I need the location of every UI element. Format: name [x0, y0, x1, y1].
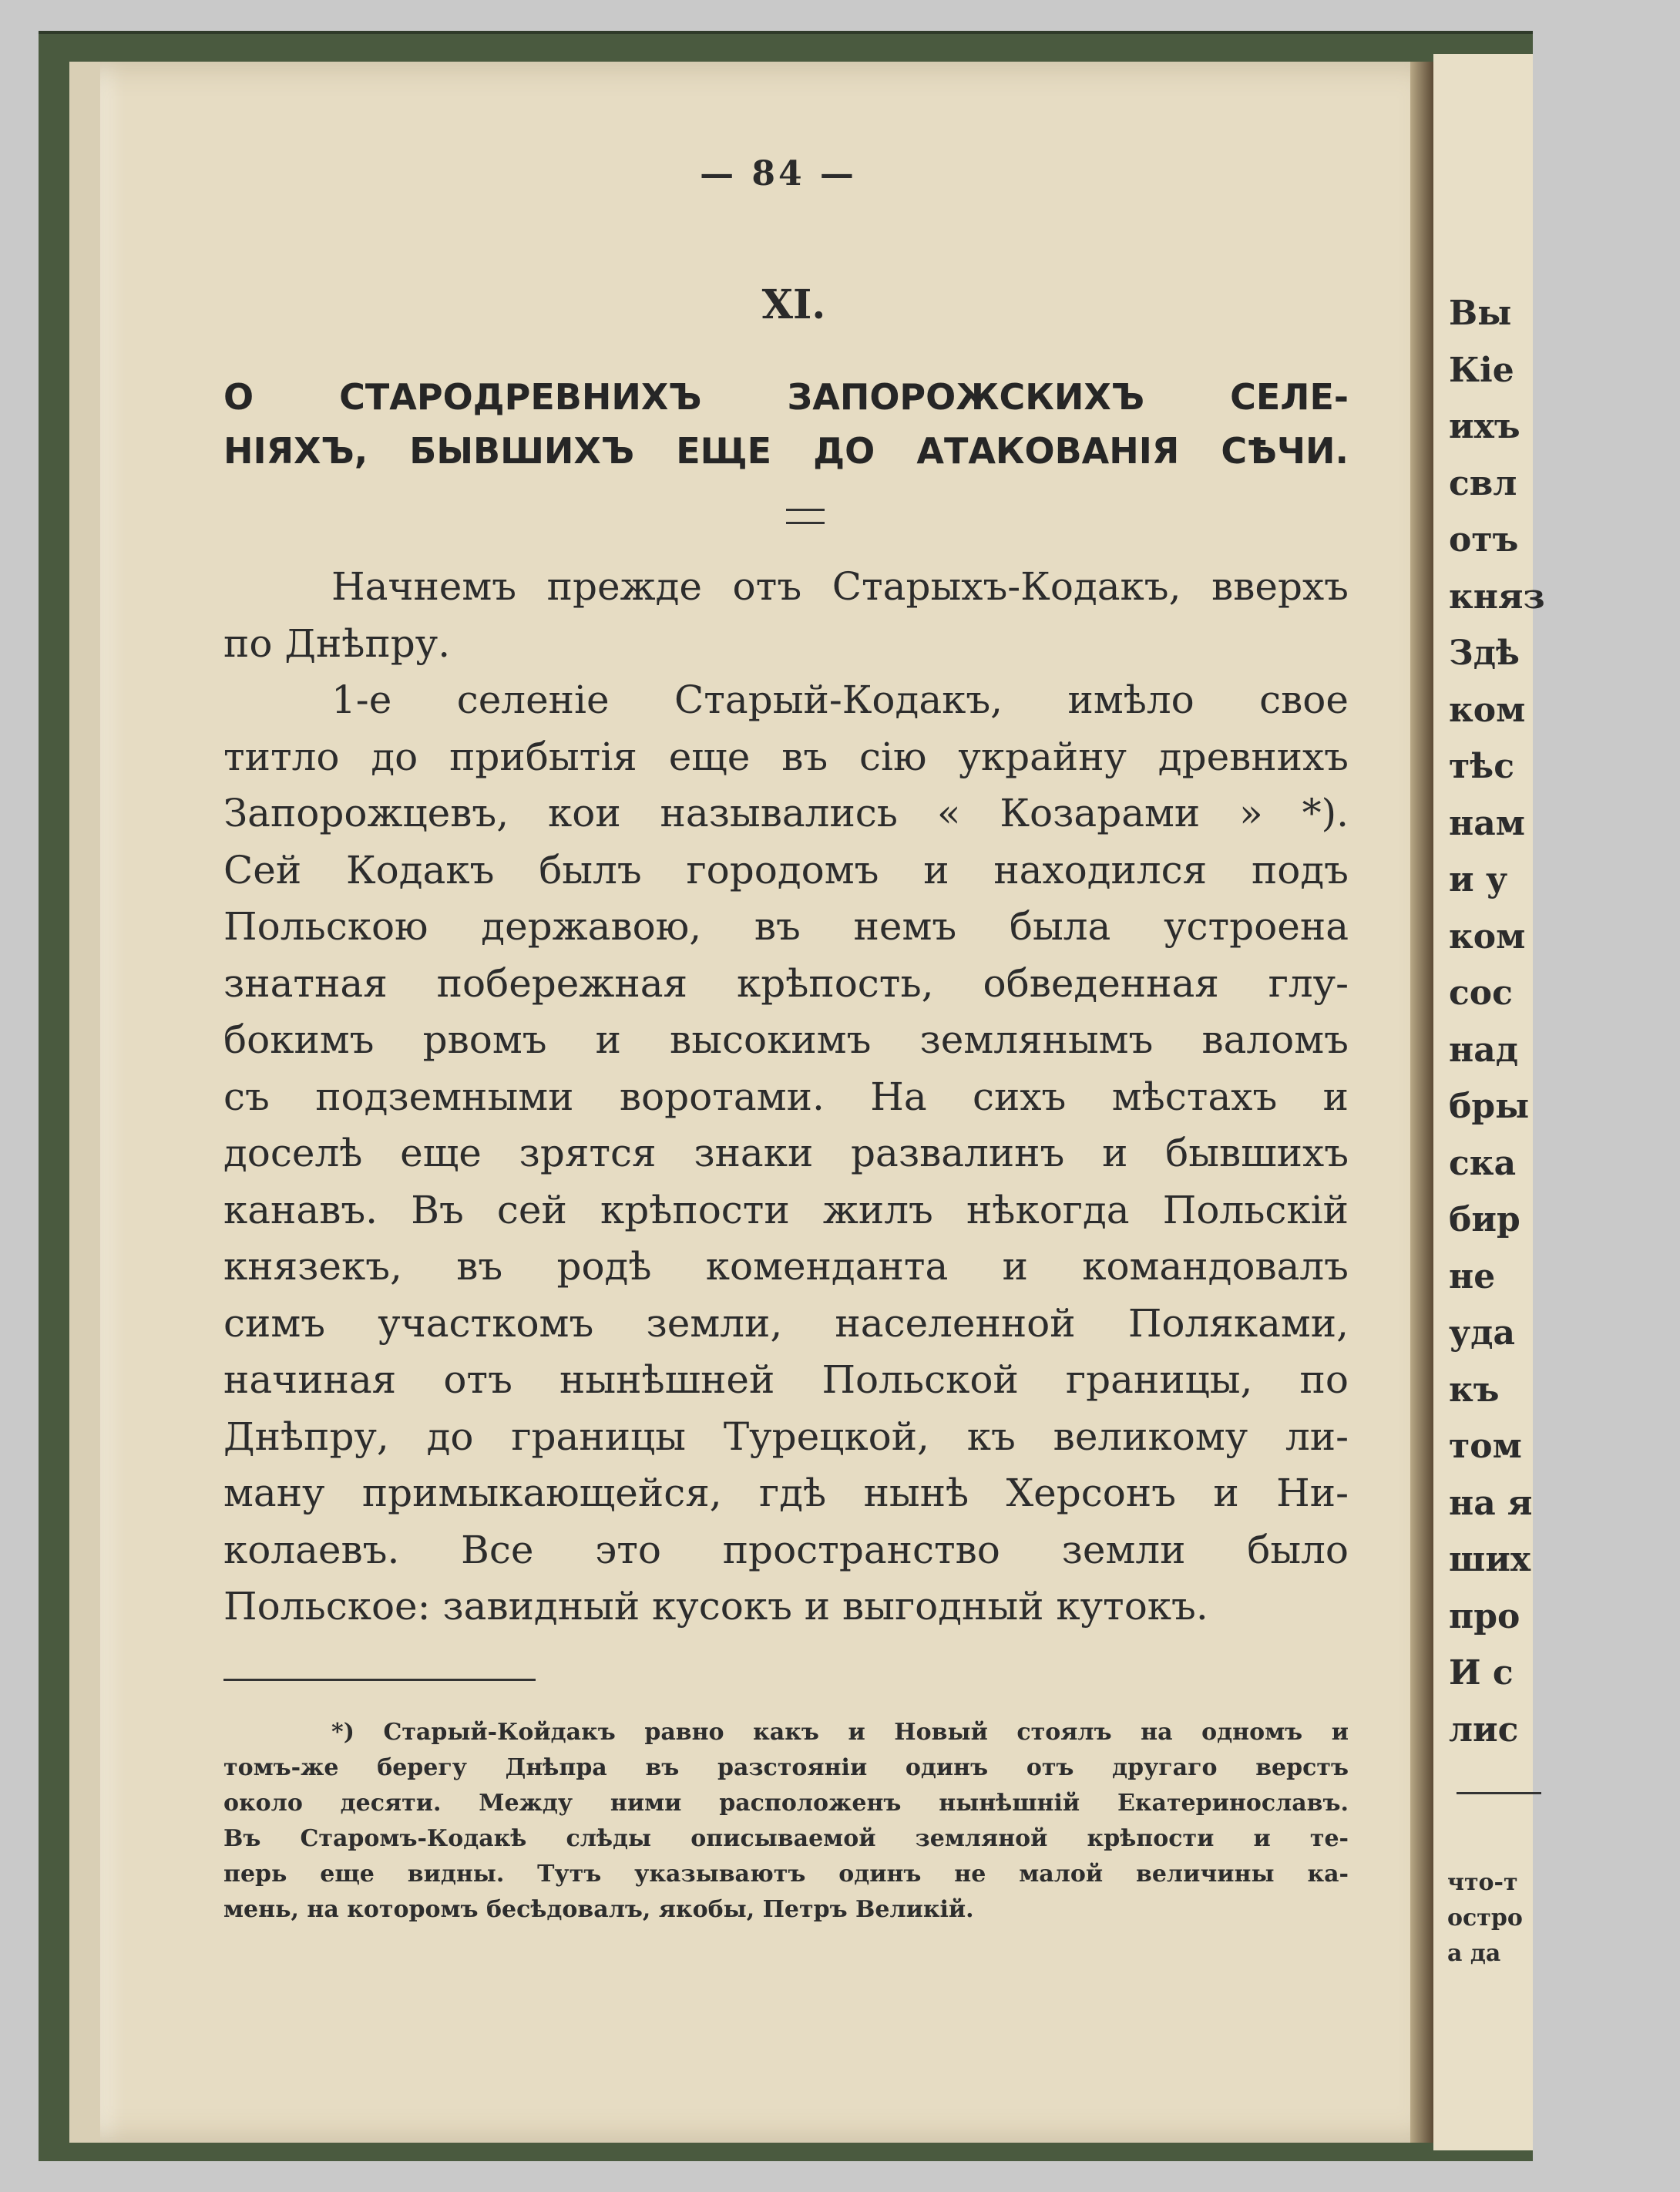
footnote-line: перь еще видны. Тутъ указываютъ одинъ не малой величины ка-: [223, 1861, 1349, 1888]
book-gutter: [1410, 62, 1433, 2143]
chapter-title-line: О СТАРОДРЕВНИХЪ ЗАПОРОЖСКИХЪ СЕЛЕ-: [223, 376, 1349, 418]
body-line: Польское: завидный кусокъ и выгодный кутокъ.: [223, 1584, 1208, 1629]
body-line: доселѣ еще зрятся знаки развалинъ и бывшихъ: [223, 1131, 1349, 1175]
right-page-line: уда: [1449, 1313, 1516, 1353]
right-page-line: ком: [1449, 916, 1526, 956]
right-page-line: свл: [1449, 463, 1517, 503]
right-page-line: Вы: [1449, 294, 1512, 333]
right-page-line: ших: [1449, 1540, 1531, 1579]
right-footnote-line: что-т: [1447, 1869, 1518, 1896]
footnote-line: мень, на которомъ бесѣдовалъ, якобы, Петръ Великій.: [223, 1896, 974, 1923]
chapter-number: XI.: [761, 281, 826, 328]
body-line: канавъ. Въ сей крѣпости жилъ нѣкогда Польскій: [223, 1187, 1349, 1232]
right-page-line: и у: [1449, 860, 1508, 899]
body-line: Запорожцевъ, кои назывались « Козарами » *).: [223, 791, 1349, 835]
body-line: Начнемъ прежде отъ Старыхъ-Кодакъ, вверхъ: [331, 564, 1349, 609]
right-page-line: Здѣ: [1449, 634, 1520, 673]
body-line: 1-е селеніе Старый-Кодакъ, имѣло свое: [331, 677, 1349, 722]
right-page-line: не: [1449, 1256, 1496, 1296]
right-page-line: ихъ: [1449, 407, 1520, 446]
right-page-line: бры: [1449, 1087, 1530, 1126]
right-page: [1433, 54, 1545, 2150]
body-line: титло до прибытія еще въ сію украйну древнихъ: [223, 734, 1349, 779]
body-line: съ подземными воротами. На сихъ мѣстахъ и: [223, 1074, 1349, 1119]
body-line: симъ участкомъ земли, населенной Поляками,: [223, 1300, 1349, 1346]
chapter-title-line: НІЯХЪ, БЫВШИХЪ ЕЩЕ ДО АТАКОВАНІЯ СѢЧИ.: [223, 430, 1349, 472]
footnote-line: Въ Старомъ-Кодакѣ слѣды описываемой земляной крѣпости и те-: [223, 1825, 1349, 1852]
right-page-line: сос: [1449, 973, 1513, 1013]
body-line: бокимъ рвомъ и высокимъ землянымъ валомъ: [223, 1017, 1349, 1062]
footnote: [223, 1715, 1349, 1928]
right-footnote-rule: [1457, 1792, 1541, 1794]
right-page-line: том: [1449, 1427, 1522, 1466]
right-page-line: ком: [1449, 690, 1526, 730]
footnote-line: около десяти. Между ними расположенъ нынѣшній Екатеринославъ.: [223, 1790, 1349, 1817]
right-page-footnote: [1447, 1865, 1678, 1972]
right-page-text: [1449, 285, 1680, 1758]
right-page-line: И с: [1449, 1653, 1514, 1693]
right-page-line: на я: [1449, 1483, 1533, 1523]
right-page-line: отъ: [1449, 520, 1519, 560]
body-line: Сей Кодакъ былъ городомъ и находился подъ: [223, 847, 1349, 893]
right-page-line: тѣс: [1449, 747, 1514, 786]
body-line: Польскою державою, въ немъ была устроена: [223, 904, 1349, 949]
right-page-line: лис: [1449, 1710, 1519, 1750]
body-line: колаевъ. Все это пространство земли было: [223, 1527, 1349, 1572]
body-line: знатная побережная крѣпость, обведенная глу-: [223, 960, 1349, 1006]
right-page-line: над: [1449, 1030, 1519, 1070]
right-page-line: ска: [1449, 1143, 1517, 1183]
footnote-line: *) Старый-Койдакъ равно какъ и Новый стоялъ на одномъ и: [331, 1719, 1349, 1746]
body-text: [223, 559, 1349, 1636]
right-page-line: нам: [1449, 803, 1525, 843]
right-page-line: про: [1449, 1596, 1520, 1636]
footnote-rule: [223, 1679, 536, 1681]
body-line: князекъ, въ родѣ коменданта и командовалъ: [223, 1244, 1349, 1289]
right-page-line: бир: [1449, 1200, 1520, 1239]
footnote-line: томъ-же берегу Днѣпра въ разстояніи одинъ отъ другаго верстъ: [223, 1754, 1349, 1781]
body-line: Днѣпру, до границы Турецкой, къ великому ли-: [223, 1414, 1349, 1459]
right-footnote-line: а да: [1447, 1940, 1501, 1967]
right-page-line: къ: [1449, 1370, 1500, 1410]
body-line: ману примыкающейся, гдѣ нынѣ Херсонъ и Ни-: [223, 1471, 1349, 1515]
body-line: начиная отъ нынѣшней Польской границы, по: [223, 1357, 1349, 1402]
right-footnote-line: остро: [1447, 1905, 1523, 1931]
right-page-line: Кіе: [1449, 350, 1514, 390]
page-number: — 84 —: [700, 154, 857, 193]
right-page-line: княз: [1449, 577, 1545, 617]
title-divider: [786, 509, 825, 524]
chapter-title: [223, 370, 1349, 478]
body-line: по Днѣпру.: [223, 620, 451, 666]
